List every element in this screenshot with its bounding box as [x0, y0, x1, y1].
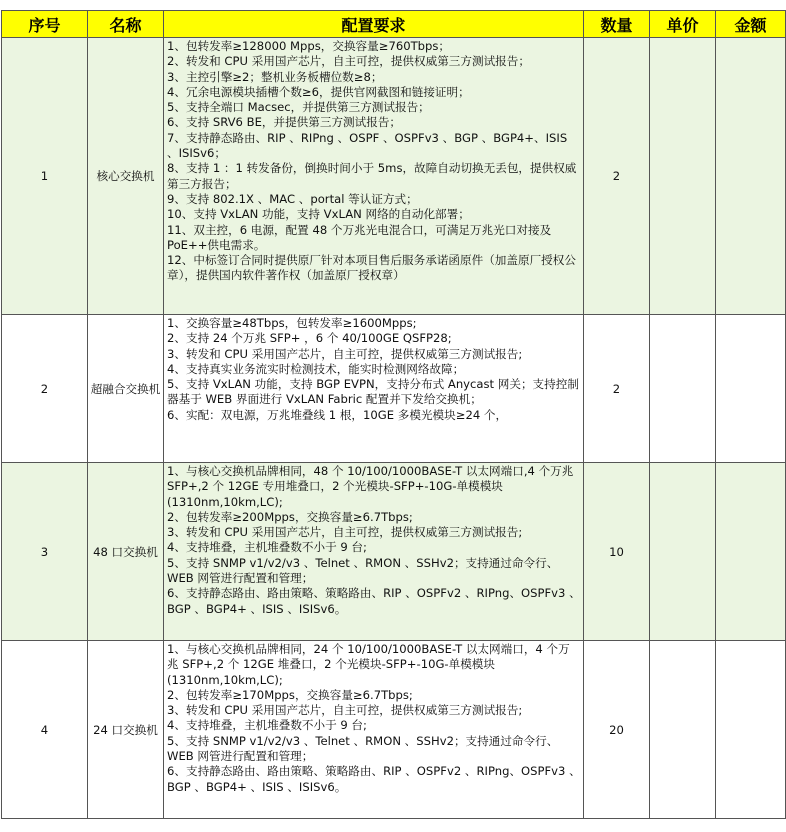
table-row	[2, 463, 786, 641]
cell-amount[interactable]	[716, 463, 786, 641]
cell-serial-no[interactable]: 2	[2, 315, 88, 463]
cell-unit-price[interactable]	[650, 463, 716, 641]
cell-config-requirements[interactable]: 1、交换容量≥48Tbps，包转发率≥1600Mpps; 2、支持 24 个万兆 SFP+ ，6 个 40/100GE QSFP28; 3、转发和 CPU 采用国产芯片，自主可控，提供权威第三方测试报告; 4、支持真实业务流实时检测技术，能实时检测网络故障； 5、支持 VxLAN 功能，支持 BGP EVPN，支持分布式 Anycast 网关；支持控制器基于 WEB 界面进行 VxLAN Fabric 配置并下发给交换机； 6、实配：双电源，万兆堆叠线 1 根，10GE 多模光模块≥24 个，	[164, 315, 584, 463]
cell-name[interactable]: 24 口交换机	[88, 641, 164, 819]
header-name[interactable]: 名称	[88, 11, 164, 38]
table-row	[2, 38, 786, 315]
cell-config-requirements[interactable]: 1、与核心交换机品牌相同，24 个 10/100/1000BASE-T 以太网端口，4 个万兆 SFP+,2 个 12GE 堆叠口，2 个光模块-SFP+-10G-单模模块(1310nm,10km,LC); 2、包转发率≥170Mpps，交换容量≥6.7Tbps; 3、转发和 CPU 采用国产芯片，自主可控，提供权威第三方测试报告; 4、支持堆叠，主机堆叠数不小于 9 台; 5、支持 SNMP v1/v2/v3 、Telnet 、RMON 、SSHv2；支持通过命令行、WEB 网管进行配置和管理； 6、支持静态路由、路由策略、策略路由、RIP 、OSPFv2 、RIPng、OSPFv3 、BGP 、BGP4+ 、ISIS 、ISISv6。	[164, 641, 584, 819]
cell-amount[interactable]	[716, 38, 786, 315]
cell-serial-no[interactable]: 3	[2, 463, 88, 641]
header-row	[2, 11, 786, 38]
cell-config-requirements[interactable]: 1、包转发率≥128000 Mpps，交换容量≥760Tbps； 2、转发和 CPU 采用国产芯片，自主可控，提供权威第三方测试报告； 3、主控引擎≥2；整机业务板槽位数≥8； 4、冗余电源模块插槽个数≥6，提供官网截图和链接证明； 5、支持全端口 Macsec，并提供第三方测试报告； 6、支持 SRV6 BE，并提供第三方测试报告； 7、支持静态路由、RIP 、RIPng 、OSPF 、OSPFv3 、BGP 、BGP4+、ISIS 、ISISv6； 8、支持 1 ：1 转发备份，倒换时间小于 5ms，故障自动切换无丢包，提供权威第三方报告； 9、支持 802.1X 、MAC 、portal 等认证方式； 10、支持 VxLAN 功能，支持 VxLAN 网络的自动化部署； 11、双主控，6 电源，配置 48 个万兆光电混合口，可满足万兆光口对接及 PoE++供电需求。 12、中标签订合同时提供原厂针对本项目售后服务承诺函原件（加盖原厂授权公章），提供国内软件著作权（加盖原厂授权章）	[164, 38, 584, 315]
table-row	[2, 315, 786, 463]
header-unit-price[interactable]: 单价	[650, 11, 716, 38]
cell-amount[interactable]	[716, 641, 786, 819]
cell-quantity[interactable]: 2	[584, 38, 650, 315]
cell-serial-no[interactable]: 4	[2, 641, 88, 819]
cell-config-requirements[interactable]: 1、与核心交换机品牌相同，48 个 10/100/1000BASE-T 以太网端口,4 个万兆 SFP+,2 个 12GE 专用堆叠口，2 个光模块-SFP+-10G-单模模块(1310nm,10km,LC); 2、包转发率≥200Mpps，交换容量≥6.7Tbps; 3、转发和 CPU 采用国产芯片，自主可控，提供权威第三方测试报告; 4、支持堆叠，主机堆叠数不小于 9 台; 5、支持 SNMP v1/v2/v3 、Telnet 、RMON 、SSHv2；支持通过命令行、WEB 网管进行配置和管理； 6、支持静态路由、路由策略、策略路由、RIP 、OSPFv2 、RIPng、OSPFv3 、BGP 、BGP4+ 、ISIS 、ISISv6。	[164, 463, 584, 641]
cell-unit-price[interactable]	[650, 38, 716, 315]
cell-quantity[interactable]: 10	[584, 463, 650, 641]
header-serial-no[interactable]: 序号	[2, 11, 88, 38]
cell-name[interactable]: 核心交换机	[88, 38, 164, 315]
table-row	[2, 641, 786, 819]
cell-quantity[interactable]: 2	[584, 315, 650, 463]
cell-unit-price[interactable]	[650, 641, 716, 819]
cell-name[interactable]: 48 口交换机	[88, 463, 164, 641]
header-quantity[interactable]: 数量	[584, 11, 650, 38]
cell-quantity[interactable]: 20	[584, 641, 650, 819]
procurement-table	[1, 10, 786, 819]
cell-unit-price[interactable]	[650, 315, 716, 463]
cell-serial-no[interactable]: 1	[2, 38, 88, 315]
cell-name[interactable]: 超融合交换机	[88, 315, 164, 463]
header-config-requirements[interactable]: 配置要求	[164, 11, 584, 38]
header-amount[interactable]: 金额	[716, 11, 786, 38]
cell-amount[interactable]	[716, 315, 786, 463]
